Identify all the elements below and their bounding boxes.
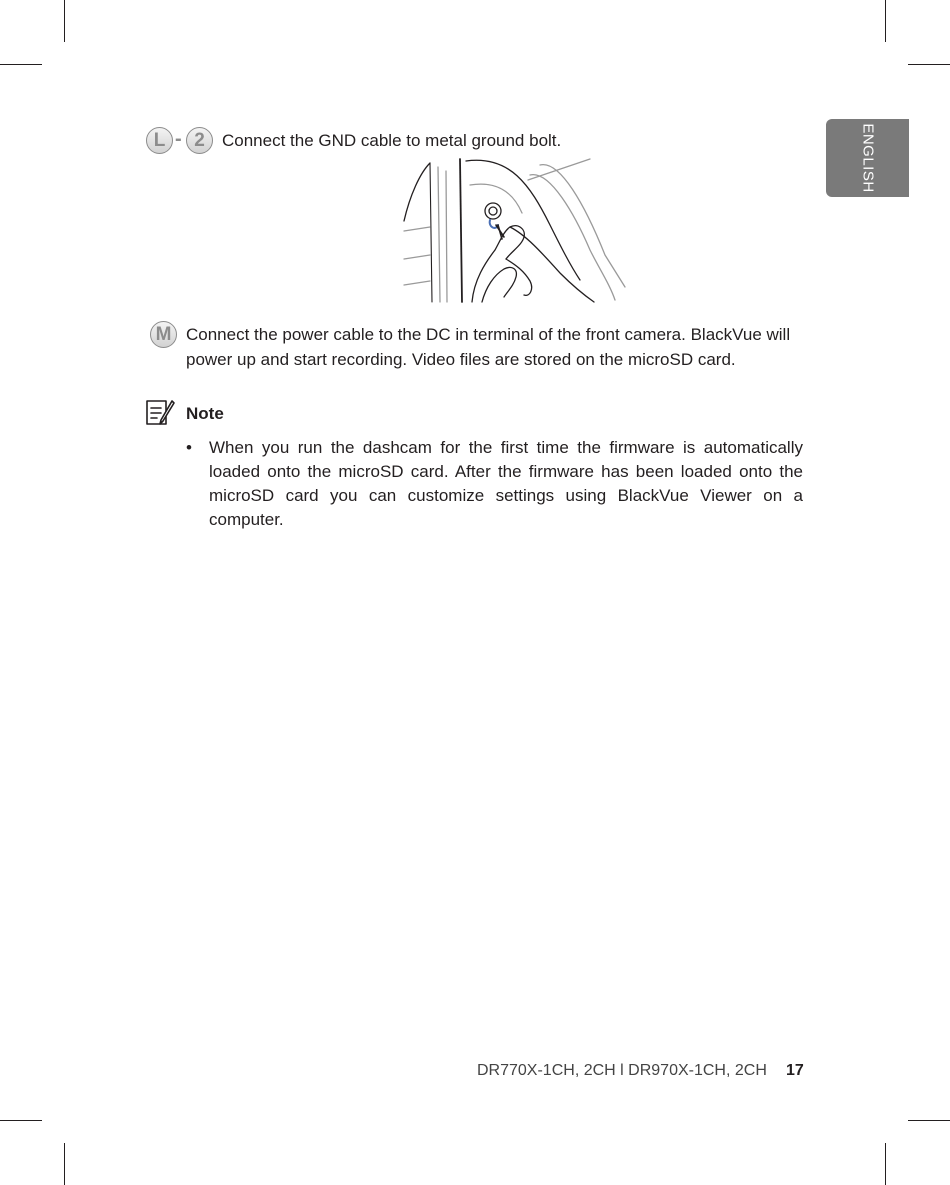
bullet-marker: • [186,438,192,457]
crop-mark [908,64,950,65]
ground-bolt-illustration [400,155,630,305]
note-item: When you run the dashcam for the first time the firmware is automatically loaded onto the microSD card. After the firmware has been loaded onto the microSD card you can customize settings using BlackVue Viewer on a computer. [209,438,803,529]
footer-model-text: DR770X-1CH, 2CH l DR970X-1CH, 2CH [477,1062,767,1079]
step-m-line-1: Connect the power cable to the DC in terminal of the front camera. BlackVue will [186,325,791,344]
crop-mark [885,1143,886,1185]
step-badge-2: 2 [186,127,213,154]
step-badge-l: L [146,127,173,154]
crop-mark [64,1143,65,1185]
note-icon [144,398,178,428]
step-badge-m: M [150,321,177,348]
language-tab [826,119,909,197]
crop-mark [885,0,886,42]
crop-mark [0,64,42,65]
crop-mark [908,1120,950,1121]
note-title: Note [186,404,224,423]
step-badge-separator: - [175,128,182,150]
crop-mark [64,0,65,42]
language-tab-label: ENGLISH [859,123,876,193]
step-m-line-2: power up and start recording. Video files are stored on the microSD card. [186,350,736,369]
crop-mark [0,1120,42,1121]
page-number: 17 [786,1062,804,1079]
step-l2-text: Connect the GND cable to metal ground bolt. [222,131,562,150]
